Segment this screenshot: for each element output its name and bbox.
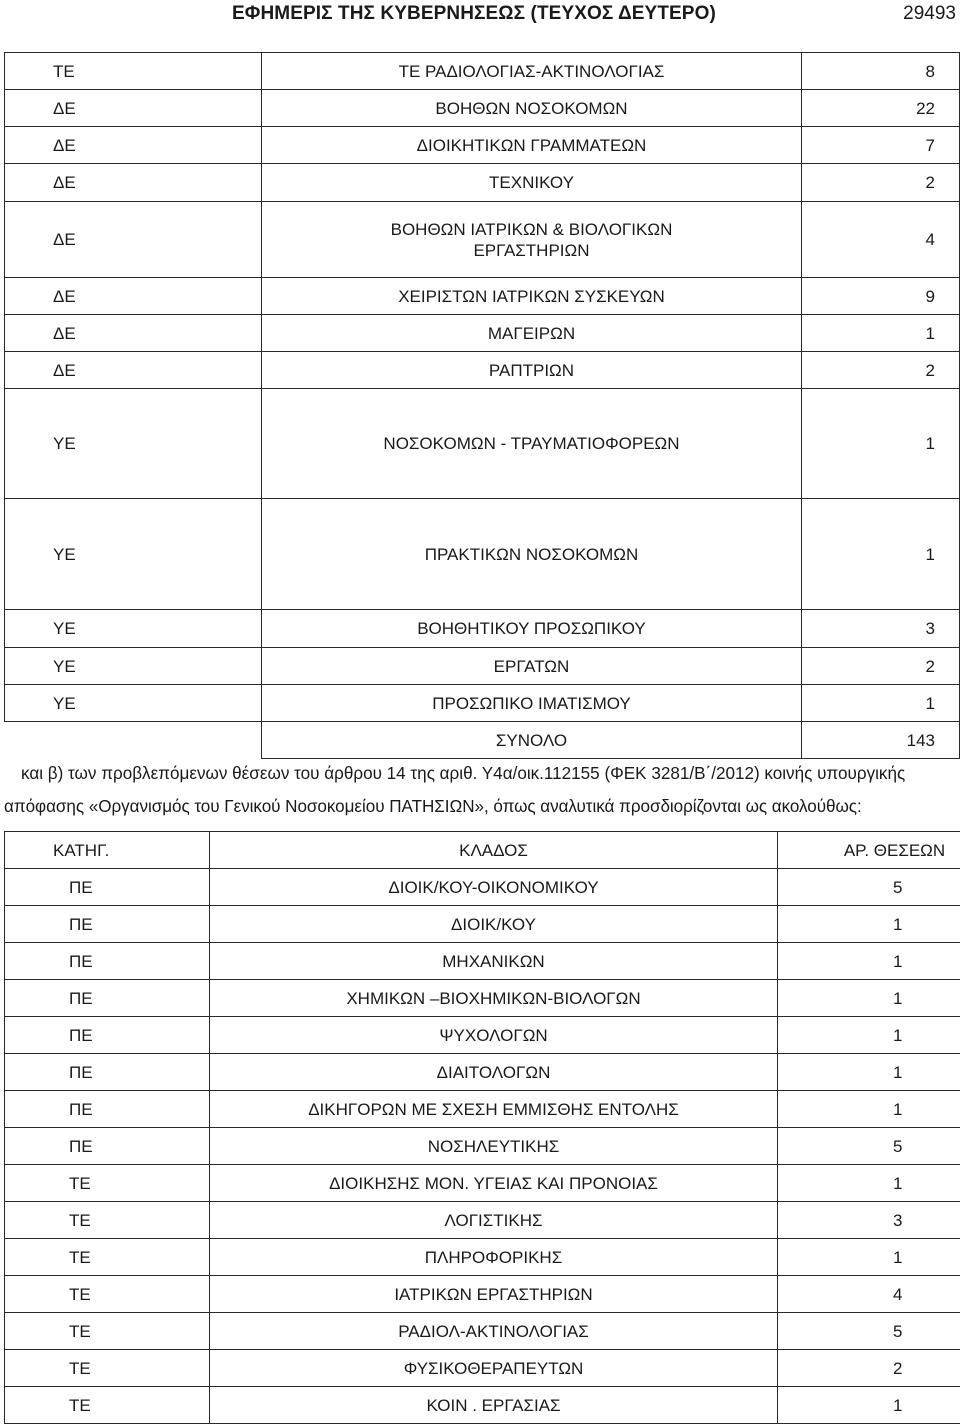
- category-cell: ΤΕ: [5, 1276, 210, 1313]
- category-cell: ΠΕ: [5, 980, 210, 1017]
- count-cell: 2: [801, 164, 959, 202]
- branch-cell: ΛΟΓΙΣΤΙΚΗΣ: [210, 1202, 778, 1239]
- branch-cell: ΜΗΧΑΝΙΚΩΝ: [210, 943, 778, 980]
- table-row: [5, 1239, 960, 1276]
- count-cell: 1: [778, 1387, 960, 1424]
- total-label: ΣΥΝΟΛΟ: [262, 722, 801, 759]
- category-cell: ΠΕ: [5, 943, 210, 980]
- header-category: ΚΑΤΗΓ.: [5, 832, 210, 869]
- table-row: [5, 1165, 960, 1202]
- count-cell: 3: [778, 1202, 960, 1239]
- table-row: [5, 1276, 960, 1313]
- header-row: [5, 832, 960, 869]
- table-row: [5, 1313, 960, 1350]
- branch-cell: ΔΙΟΙΚ/ΚΟΥ-ΟΙΚΟΝΟΜΙΚΟΥ: [210, 869, 778, 906]
- category-cell: ΤΕ: [5, 1239, 210, 1276]
- category-cell: ΔΕ: [5, 202, 262, 278]
- branch-cell: ΕΡΓΑΤΩΝ: [262, 648, 801, 685]
- category-cell: ΔΕ: [5, 164, 262, 202]
- category-cell: ΤΕ: [5, 1350, 210, 1387]
- branch-cell: ΝΟΣΗΛΕΥΤΙΚΗΣ: [210, 1128, 778, 1165]
- count-cell: 8: [801, 53, 959, 90]
- branch-cell: ΒΟΗΘΩΝ ΝΟΣΟΚΟΜΩΝ: [262, 90, 801, 127]
- branch-cell: ΨΥΧΟΛΟΓΩΝ: [210, 1017, 778, 1054]
- category-cell: ΔΕ: [5, 315, 262, 352]
- count-cell: 4: [778, 1276, 960, 1313]
- category-cell: ΥΕ: [5, 685, 262, 722]
- body-paragraph: [4, 757, 960, 823]
- table-row: [5, 1017, 960, 1054]
- branch-cell: ΤΕ ΡΑΔΙΟΛΟΓΙΑΣ-ΑΚΤΙΝΟΛΟΓΙΑΣ: [262, 53, 801, 90]
- count-cell: 5: [778, 1128, 960, 1165]
- branch-cell: [262, 202, 801, 278]
- count-cell: 1: [778, 1239, 960, 1276]
- branch-cell: ΔΙΟΙΚΗΣΗΣ ΜΟΝ. ΥΓΕΙΑΣ ΚΑΙ ΠΡΟΝΟΙΑΣ: [210, 1165, 778, 1202]
- count-cell: 1: [801, 315, 959, 352]
- branch-cell: ΜΑΓΕΙΡΩΝ: [262, 315, 801, 352]
- table-row: [5, 685, 960, 722]
- table-row: [5, 980, 960, 1017]
- category-cell: ΤΕ: [5, 1165, 210, 1202]
- category-cell: ΥΕ: [5, 610, 262, 648]
- category-cell: ΤΕ: [5, 53, 262, 90]
- count-cell: 9: [801, 278, 959, 315]
- count-cell: 1: [801, 685, 959, 722]
- total-value: 143: [801, 722, 959, 759]
- branch-cell: ΙΑΤΡΙΚΩΝ ΕΡΓΑΣΤΗΡΙΩΝ: [210, 1276, 778, 1313]
- category-cell: ΠΕ: [5, 869, 210, 906]
- count-cell: 1: [778, 943, 960, 980]
- table-row: [5, 278, 960, 315]
- gazette-title: ΕΦΗΜΕΡΙΣ ΤΗΣ ΚΥΒΕΡΝΗΣΕΩΣ (ΤΕΥΧΟΣ ΔΕΥΤΕΡΟ): [232, 3, 716, 24]
- branch-cell: ΔΙΟΙΚΗΤΙΚΩΝ ΓΡΑΜΜΑΤΕΩΝ: [262, 127, 801, 164]
- branch-cell: ΠΡΑΚΤΙΚΩΝ ΝΟΣΟΚΟΜΩΝ: [262, 499, 801, 610]
- count-cell: 1: [778, 980, 960, 1017]
- table-row: [5, 352, 960, 389]
- table-row: [5, 610, 960, 648]
- count-cell: 1: [801, 499, 959, 610]
- table-row: [5, 1091, 960, 1128]
- count-cell: 1: [778, 1054, 960, 1091]
- table-row: [5, 389, 960, 499]
- count-cell: 2: [801, 352, 959, 389]
- table-row: [5, 943, 960, 980]
- branch-cell: ΡΑΠΤΡΙΩΝ: [262, 352, 801, 389]
- category-cell: ΥΕ: [5, 499, 262, 610]
- count-cell: 1: [778, 1091, 960, 1128]
- branch-cell: ΤΕΧΝΙΚΟΥ: [262, 164, 801, 202]
- positions-table-lower: [4, 831, 960, 1424]
- count-cell: 1: [778, 1165, 960, 1202]
- branch-cell: ΒΟΗΘΗΤΙΚΟΥ ΠΡΟΣΩΠΙΚΟΥ: [262, 610, 801, 648]
- category-cell: ΥΕ: [5, 389, 262, 499]
- branch-line: ΒΟΗΘΩΝ ΙΑΤΡΙΚΩΝ & ΒΙΟΛΟΓΙΚΩΝ: [390, 219, 673, 239]
- count-cell: 1: [778, 906, 960, 943]
- branch-cell: ΡΑΔΙΟΛ-ΑΚΤΙΝΟΛΟΓΙΑΣ: [210, 1313, 778, 1350]
- category-cell: ΤΕ: [5, 1202, 210, 1239]
- positions-table-upper: [4, 52, 960, 759]
- count-cell: 4: [801, 202, 959, 278]
- table-row: [5, 1128, 960, 1165]
- category-cell: ΠΕ: [5, 1128, 210, 1165]
- branch-cell: ΝΟΣΟΚΟΜΩΝ - ΤΡΑΥΜΑΤΙΟΦΟΡΕΩΝ: [262, 389, 801, 499]
- table-row: [5, 648, 960, 685]
- table-row: [5, 202, 960, 278]
- category-cell: ΠΕ: [5, 1091, 210, 1128]
- count-cell: 3: [801, 610, 959, 648]
- count-cell: 5: [778, 1313, 960, 1350]
- branch-cell: ΚΟΙΝ . ΕΡΓΑΣΙΑΣ: [210, 1387, 778, 1424]
- table-row: [5, 1350, 960, 1387]
- table-row: [5, 90, 960, 127]
- paragraph-line: και β) των προβλεπόμενων θέσεων του άρθρου 14 της αριθ. Υ4α/οικ.112155 (ΦΕΚ 3281/Β΄/2012) κοινής υπουργικής: [21, 764, 906, 783]
- category-cell: ΠΕ: [5, 1054, 210, 1091]
- branch-line: ΕΡΓΑΣΤΗΡΙΩΝ: [473, 240, 590, 260]
- table-row: [5, 164, 960, 202]
- category-cell: ΔΕ: [5, 90, 262, 127]
- count-cell: 1: [778, 1017, 960, 1054]
- category-cell: ΤΕ: [5, 1387, 210, 1424]
- category-cell: ΥΕ: [5, 648, 262, 685]
- paragraph-line: απόφασης «Οργανισμός του Γενικού Νοσοκομείου ΠΑΤΗΣΙΩΝ», όπως αναλυτικά προσδιορίζονται ως ακολούθως:: [4, 797, 862, 816]
- table-row: [5, 1054, 960, 1091]
- count-cell: 1: [801, 389, 959, 499]
- table-row: [5, 315, 960, 352]
- category-cell: ΔΕ: [5, 127, 262, 164]
- count-cell: 2: [778, 1350, 960, 1387]
- category-cell: ΔΕ: [5, 352, 262, 389]
- count-cell: 22: [801, 90, 959, 127]
- branch-cell: ΦΥΣΙΚΟΘΕΡΑΠΕΥΤΩΝ: [210, 1350, 778, 1387]
- table-row: [5, 869, 960, 906]
- empty-cell: [5, 722, 262, 759]
- count-cell: 2: [801, 648, 959, 685]
- table-row: [5, 127, 960, 164]
- table-row: [5, 499, 960, 610]
- category-cell: ΠΕ: [5, 906, 210, 943]
- category-cell: ΤΕ: [5, 1313, 210, 1350]
- branch-cell: ΔΙΑΙΤΟΛΟΓΩΝ: [210, 1054, 778, 1091]
- table-row: [5, 1387, 960, 1424]
- branch-cell: ΠΛΗΡΟΦΟΡΙΚΗΣ: [210, 1239, 778, 1276]
- branch-cell: ΔΙΚΗΓΟΡΩΝ ΜΕ ΣΧΕΣΗ ΕΜΜΙΣΘΗΣ ΕΝΤΟΛΗΣ: [210, 1091, 778, 1128]
- category-cell: ΔΕ: [5, 278, 262, 315]
- branch-cell: ΠΡΟΣΩΠΙΚΟ ΙΜΑΤΙΣΜΟΥ: [262, 685, 801, 722]
- page-number: 29493: [903, 3, 956, 24]
- header-branch: ΚΛΑΔΟΣ: [210, 832, 778, 869]
- table-row: [5, 906, 960, 943]
- count-cell: 5: [778, 869, 960, 906]
- branch-cell: ΔΙΟΙΚ/ΚΟΥ: [210, 906, 778, 943]
- category-cell: ΠΕ: [5, 1017, 210, 1054]
- branch-cell: ΧΗΜΙΚΩΝ –ΒΙΟΧΗΜΙΚΩΝ-ΒΙΟΛΟΓΩΝ: [210, 980, 778, 1017]
- total-row: [5, 722, 960, 759]
- page-header: [0, 0, 960, 30]
- branch-cell: ΧΕΙΡΙΣΤΩΝ ΙΑΤΡΙΚΩΝ ΣΥΣΚΕΥΩΝ: [262, 278, 801, 315]
- table-row: [5, 53, 960, 90]
- table-row: [5, 1202, 960, 1239]
- header-count: ΑΡ. ΘΕΣΕΩΝ: [778, 832, 960, 869]
- count-cell: 7: [801, 127, 959, 164]
